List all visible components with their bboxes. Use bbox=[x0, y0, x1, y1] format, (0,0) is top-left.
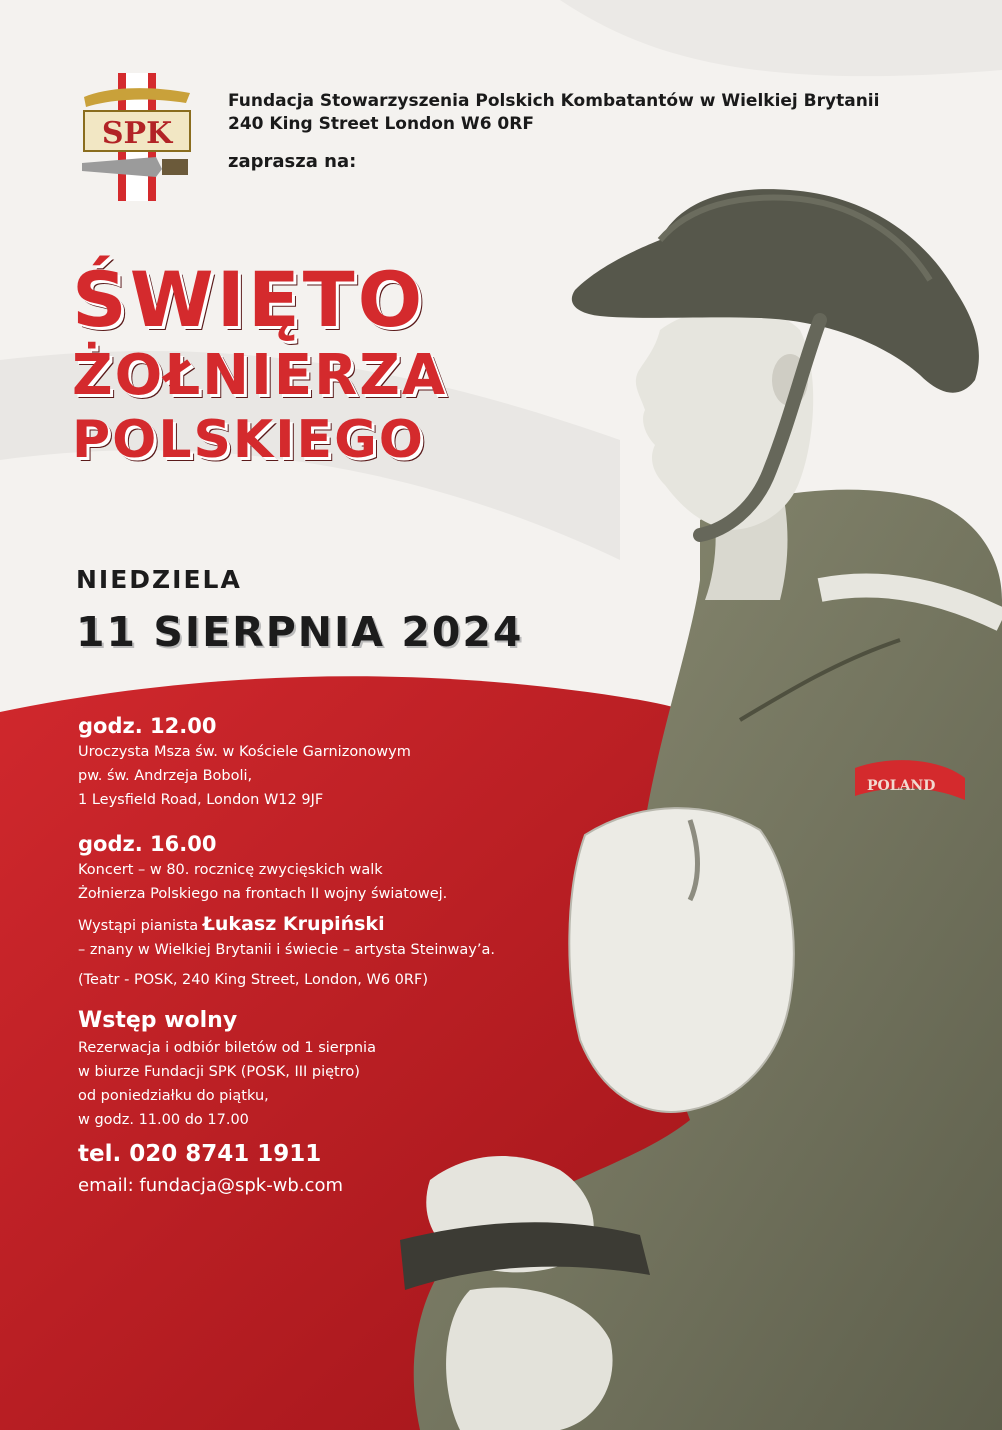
org-address: 240 King Street London W6 0RF bbox=[228, 114, 534, 134]
title-line-2: ŻOŁNIERZA bbox=[72, 343, 448, 408]
invite-text: zaprasza na: bbox=[228, 151, 357, 172]
event2-line: – znany w Wielkiej Brytanii i świecie – artysta Steinway’a. bbox=[78, 942, 495, 958]
bayonet-icon bbox=[82, 157, 162, 177]
event2-venue: (Teatr - POSK, 240 King Street, London, W6 0RF) bbox=[78, 972, 428, 988]
performer-prefix: Wystąpi pianista bbox=[78, 918, 203, 934]
event-date bbox=[76, 565, 523, 656]
program bbox=[78, 712, 578, 1200]
date-full: 11 SIERPNIA 2024 bbox=[76, 608, 524, 656]
event1-time: godz. 12.00 bbox=[78, 714, 217, 738]
event1-line: pw. św. Andrzeja Boboli, bbox=[78, 768, 253, 784]
event-title bbox=[72, 255, 448, 470]
poland-patch-text: POLAND bbox=[867, 778, 936, 794]
spk-logo bbox=[78, 73, 196, 201]
entry-line: od poniedziałku do piątku, bbox=[78, 1088, 269, 1104]
event2-time: godz. 16.00 bbox=[78, 832, 217, 856]
event1-line: 1 Leysfield Road, London W12 9JF bbox=[78, 792, 324, 808]
entry-line: w biurze Fundacji SPK (POSK, III piętro) bbox=[78, 1064, 360, 1080]
soldier-pouch bbox=[569, 808, 793, 1112]
event1-line: Uroczysta Msza św. w Kościele Garnizonowym bbox=[78, 744, 411, 760]
event2-line: Żołnierza Polskiego na frontach II wojny światowej. bbox=[78, 886, 448, 902]
org-name: Fundacja Stowarzyszenia Polskich Kombatantów w Wielkiej Brytanii bbox=[228, 91, 880, 111]
title-line-3: POLSKIEGO bbox=[72, 410, 425, 470]
contact-phone: tel. 020 8741 1911 bbox=[78, 1141, 322, 1167]
performer-name: Łukasz Krupiński bbox=[202, 913, 385, 935]
header bbox=[228, 90, 879, 173]
entry-line: w godz. 11.00 do 17.00 bbox=[78, 1112, 249, 1128]
title-line-1: ŚWIĘTO bbox=[72, 255, 426, 344]
date-weekday: NIEDZIELA bbox=[76, 565, 242, 594]
bayonet-handle bbox=[162, 159, 188, 175]
entry-title: Wstęp wolny bbox=[78, 1008, 238, 1033]
event2-line: Koncert – w 80. rocznicę zwycięskich walk bbox=[78, 862, 383, 878]
entry-line: Rezerwacja i odbiór biletów od 1 sierpnia bbox=[78, 1040, 376, 1056]
logo-text: SPK bbox=[101, 116, 173, 151]
event2-performer bbox=[78, 912, 578, 938]
contact-email: email: fundacja@spk-wb.com bbox=[78, 1175, 343, 1196]
